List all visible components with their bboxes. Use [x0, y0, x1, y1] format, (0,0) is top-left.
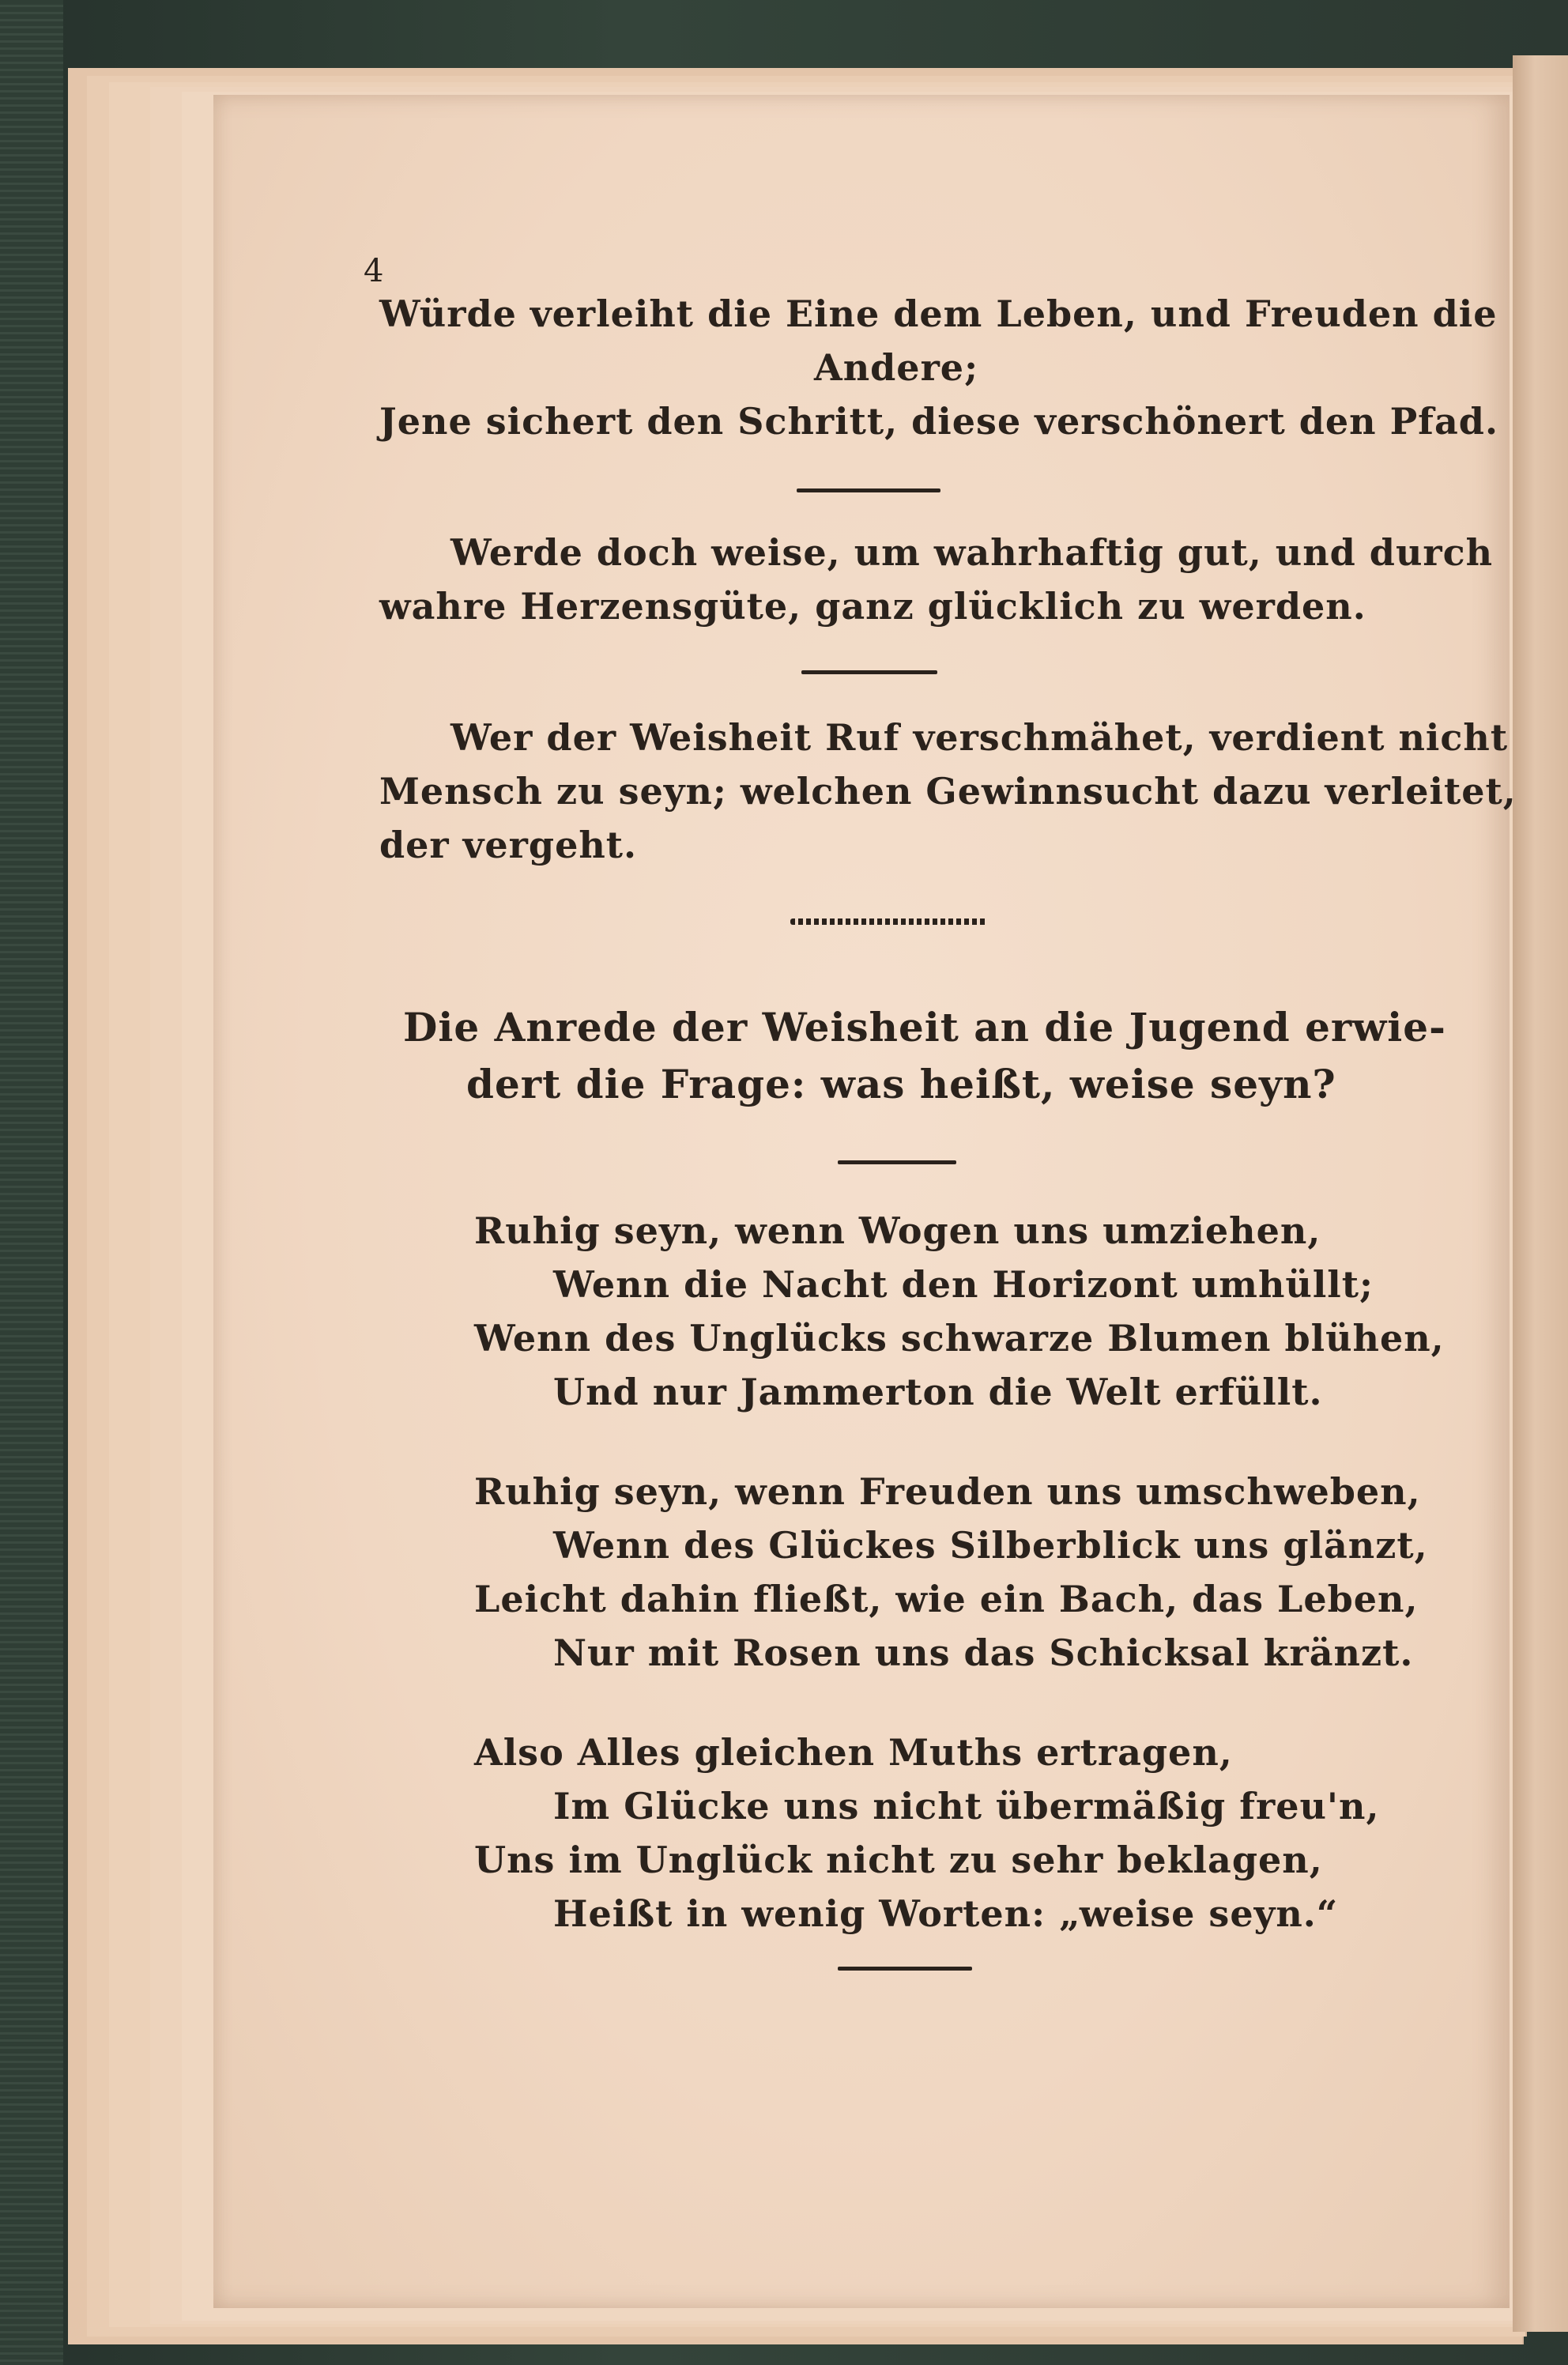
poem-stanza1-line2: Wenn die Nacht den Horizont umhüllt; [553, 1263, 1374, 1306]
book-cover-edge [0, 0, 63, 2365]
section3-line3: der vergeht. [379, 824, 638, 866]
section3-line1: Wer der Weisheit Ruf verschmähet, verdient nicht [450, 716, 1509, 759]
page-number: 4 [364, 253, 385, 289]
section1-line3: Jene sichert den Schritt, diese verschönert den Pfad. [379, 400, 1498, 443]
section1-line2: Andere; [814, 346, 979, 389]
poem-stanza1-line4: Und nur Jammerton die Welt erfüllt. [553, 1371, 1323, 1413]
section3-line2: Mensch zu seyn; welchen Gewinnsucht dazu verleitet, [379, 770, 1517, 813]
poem-stanza1-line1: Ruhig seyn, wenn Wogen uns umziehen, [474, 1209, 1321, 1252]
poem-stanza2-line2: Wenn des Glückes Silberblick uns glänzt, [553, 1524, 1428, 1567]
poem-stanza2-line3: Leicht dahin fließt, wie ein Bach, das Leben, [474, 1578, 1419, 1620]
poem-stanza1-line3: Wenn des Unglücks schwarze Blumen blühen, [474, 1317, 1445, 1360]
poem-stanza3-line2: Im Glücke uns nicht übermäßig freu'n, [553, 1785, 1380, 1828]
ornament-divider [790, 918, 988, 925]
poem-stanza2-line1: Ruhig seyn, wenn Freuden uns umschweben, [474, 1470, 1421, 1513]
section1-line1: Würde verleiht die Eine dem Leben, und Freuden die [379, 292, 1498, 335]
page [213, 95, 1517, 2308]
poem-stanza3-line3: Uns im Unglück nicht zu sehr beklagen, [474, 1839, 1323, 1881]
section2-line1: Werde doch weise, um wahrhaftig gut, und durch [450, 531, 1494, 574]
section2-line2: wahre Herzensgüte, ganz glücklich zu werden. [379, 585, 1366, 628]
poem-stanza3-line1: Also Alles gleichen Muths ertragen, [474, 1731, 1233, 1774]
separator-rule [801, 670, 937, 674]
separator-rule [797, 488, 940, 492]
end-rule [838, 1967, 972, 1971]
heading-line1: Die Anrede der Weisheit an die Jugend erwie- [403, 1004, 1446, 1050]
heading-line2: dert die Frage: was heißt, weise seyn? [466, 1061, 1336, 1107]
poem-stanza3-line4: Heißt in wenig Worten: „weise seyn.“ [553, 1892, 1339, 1935]
facing-page-edge [1513, 55, 1568, 2332]
poem-stanza2-line4: Nur mit Rosen uns das Schicksal kränzt. [553, 1631, 1414, 1674]
separator-rule [838, 1160, 956, 1164]
